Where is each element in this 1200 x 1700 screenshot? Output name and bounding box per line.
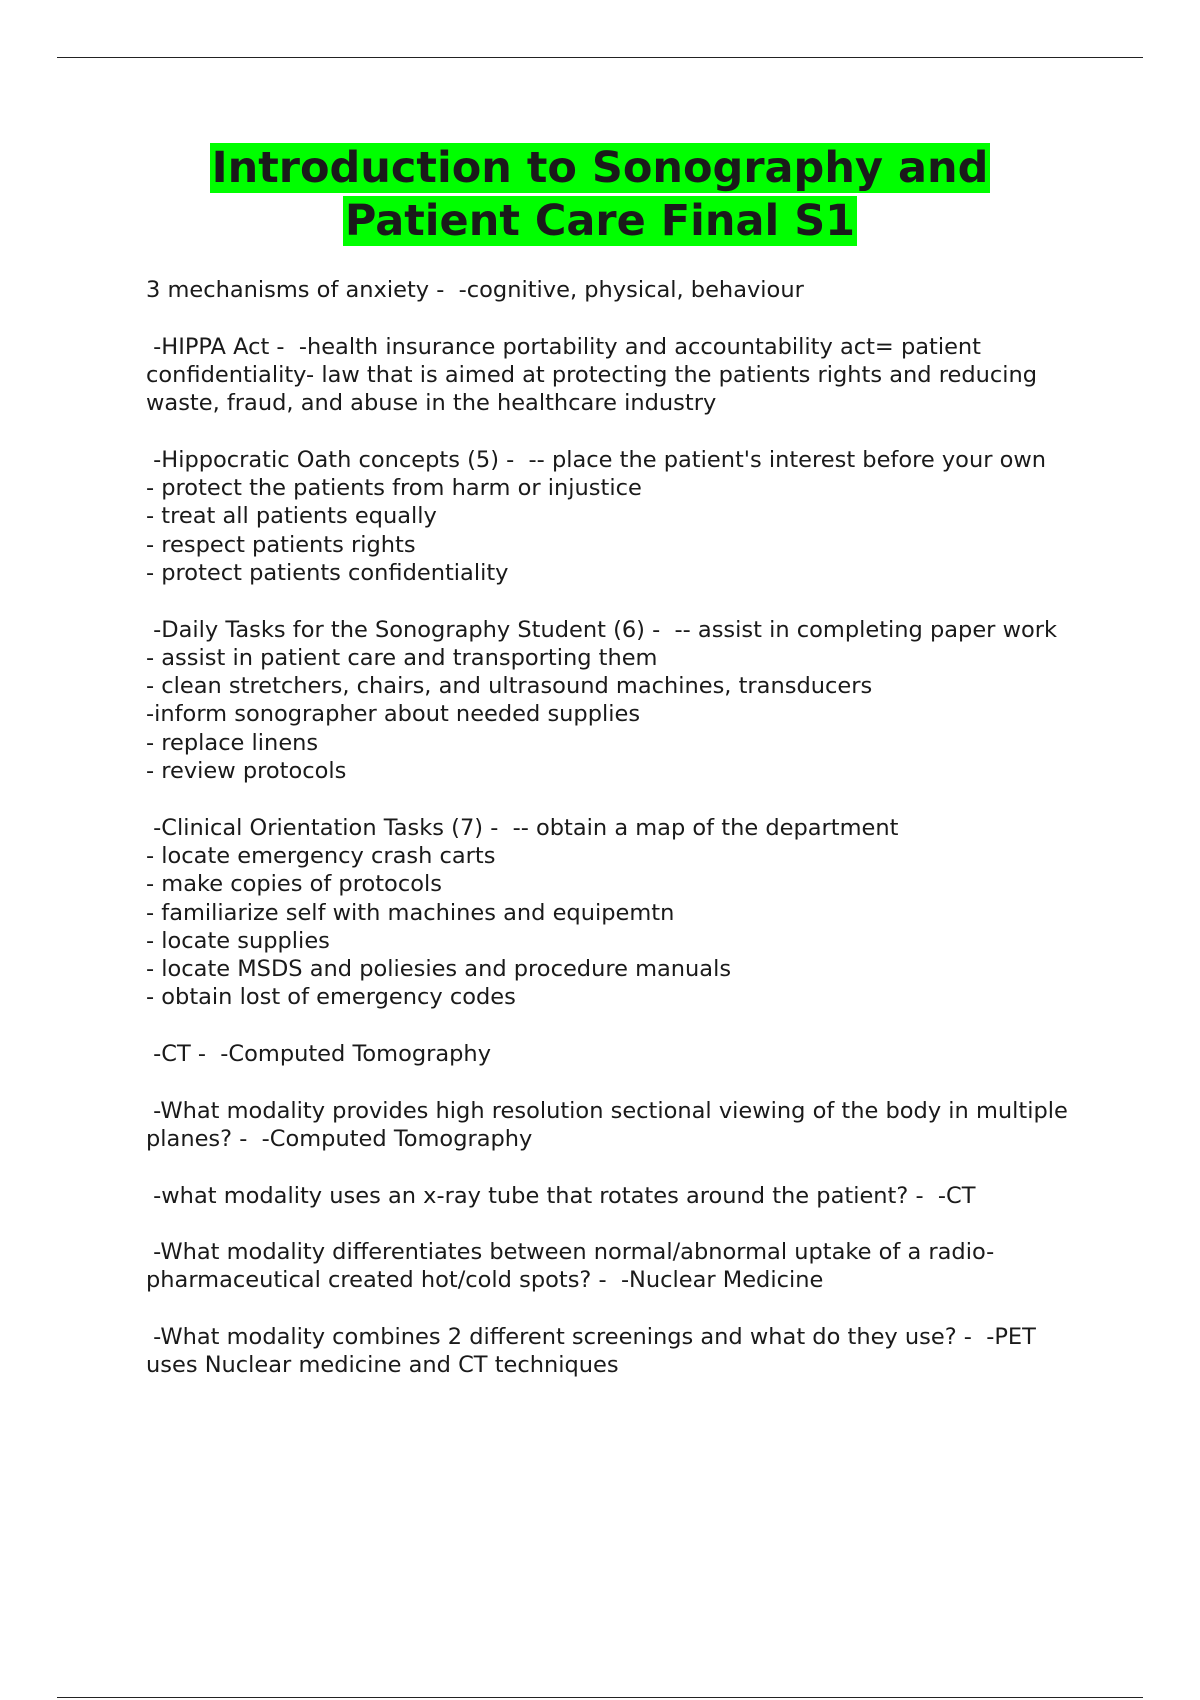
bottom-rule: [57, 1697, 1143, 1698]
flashcard-hippocratic-oath: -Hippocratic Oath concepts (5) - -- place the patient's interest before your own - protect the patients from harm or injustice - treat all patients equally - respect patients rights - protect patients confidentiality: [146, 446, 1047, 586]
flashcard-list: [146, 276, 1086, 1408]
flashcard-clinical-orientation: -Clinical Orientation Tasks (7) - -- obtain a map of the department - locate emergency crash carts - make copies of protocols - familiarize self with machines and equipemtn - locate supplies - locate MSDS and poliesies and procedure manuals - obtain lost of emergency codes: [146, 814, 899, 1011]
flashcard-hippa-act: -HIPPA Act - -health insurance portability and accountability act= patient confidentiality- law that is aimed at protecting the patients rights and reducing waste, fraud, and abuse in the healthcare industry: [146, 333, 1045, 417]
top-rule: [57, 57, 1143, 58]
flashcard-daily-tasks: -Daily Tasks for the Sonography Student (6) - -- assist in completing paper work - assist in patient care and transporting them - clean stretchers, chairs, and ultrasound machines, transducers -inform sonographer about needed supplies - replace linens - review protocols: [146, 616, 1058, 785]
flashcard-nuclear-medicine: -What modality differentiates between normal/abnormal uptake of a radio-pharmaceutical created hot/cold spots? - -Nuclear Medicine: [146, 1239, 995, 1294]
page-title: [100, 142, 1100, 248]
flashcard-pet: -What modality combines 2 different screenings and what do they use? - -PET uses Nuclear medicine and CT techniques: [146, 1323, 1044, 1379]
flashcard-ct: -CT - -Computed Tomography: [146, 1041, 492, 1068]
flashcard-anxiety-mechanisms: 3 mechanisms of anxiety - -cognitive, physical, behaviour: [146, 277, 804, 303]
title-line-1: Introduction to Sonography and: [211, 143, 989, 193]
flashcard-xray-tube-modality: -what modality uses an x-ray tube that rotates around the patient? - -CT: [146, 1182, 976, 1209]
title-line-2: Patient Care Final S1: [344, 196, 856, 246]
flashcard-high-resolution-modality: -What modality provides high resolution sectional viewing of the body in multiple planes? - -Computed Tomography: [146, 1097, 1076, 1152]
